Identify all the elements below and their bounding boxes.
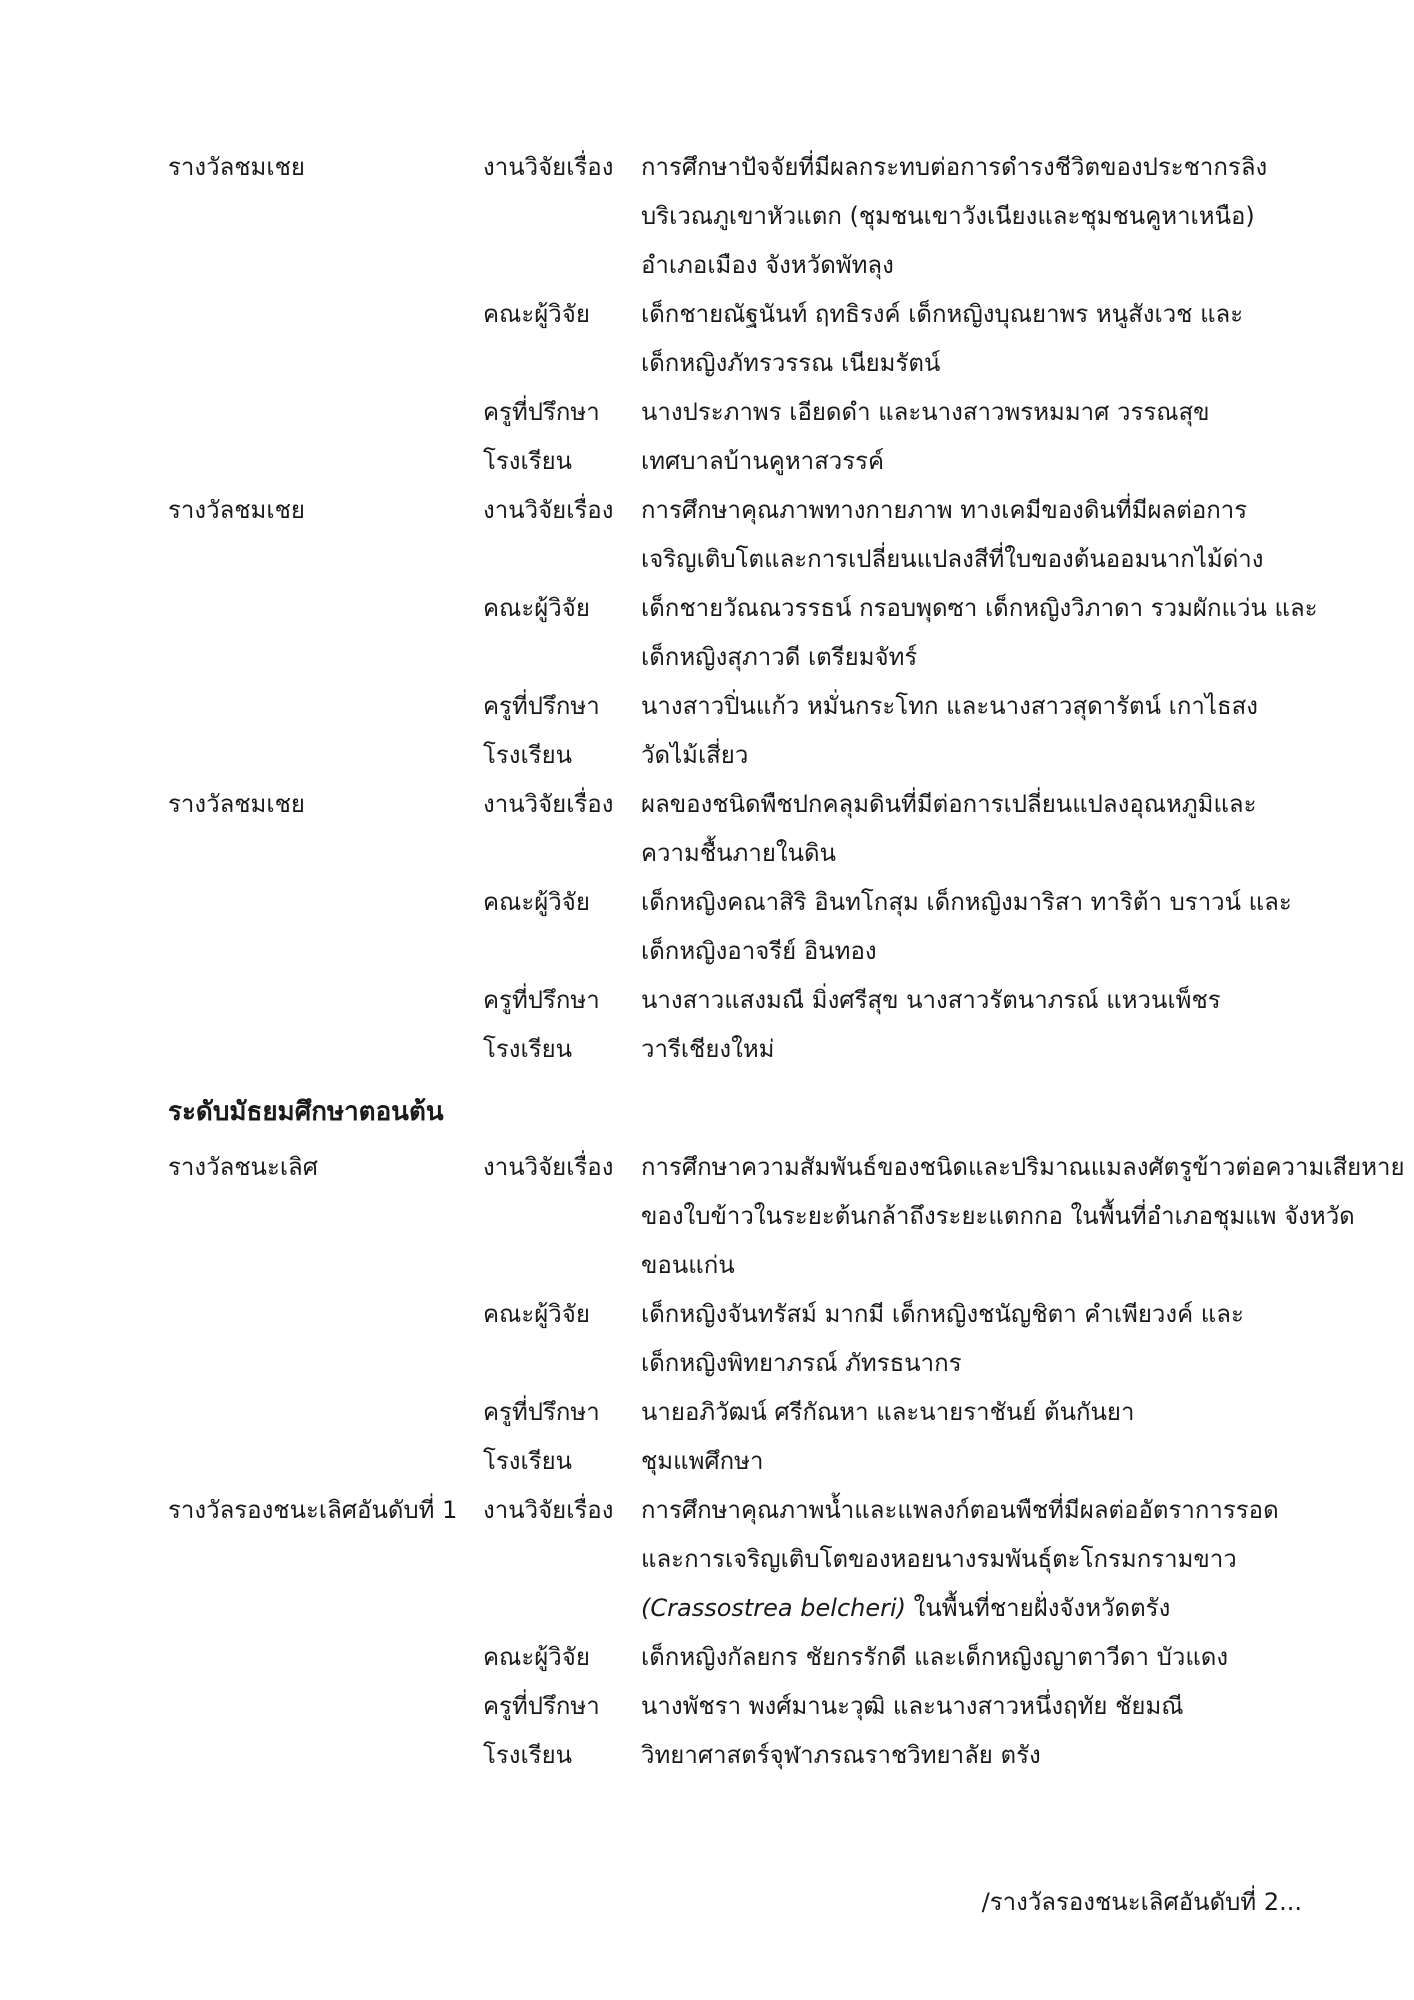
award-name: รางวัลชนะเลิศ <box>168 1153 318 1181</box>
award-entry <box>168 143 1318 486</box>
entry-row <box>168 1437 1318 1486</box>
text-line: วารีเชียงใหม่ <box>641 1035 775 1063</box>
text-line: การศึกษาคุณภาพน้ำและแพลงก์ตอนพืชที่มีผลต่ออัตราการรอด <box>641 1496 1279 1524</box>
text-line: การศึกษาคุณภาพทางกายภาพ ทางเคมีของดินที่มีผลต่อการ <box>641 496 1248 524</box>
field-label: งานวิจัยเรื่อง <box>483 1496 614 1524</box>
entry-row <box>168 1143 1405 1290</box>
text-line: นางพัชรา พงศ์มานะวุฒิ และนางสาวหนึ่งฤทัย ชัยมณี <box>641 1692 1184 1720</box>
text-line: เด็กหญิงกัลยกร ชัยกรรักดี และเด็กหญิงญาตาวีดา บัวแดง <box>641 1643 1229 1671</box>
text-line: การศึกษาความสัมพันธ์ของชนิดและปริมาณแมลงศัตรูข้าวต่อความเสียหาย <box>641 1153 1405 1181</box>
text-fragment: ในพื้นที่ชายฝั่งจังหวัดตรัง <box>906 1594 1171 1622</box>
continuation-note: /รางวัลรองชนะเลิศอันดับที่ 2... <box>981 1888 1302 1916</box>
researchers <box>641 878 1318 976</box>
research-title <box>641 486 1318 584</box>
field-label: ครูที่ปรึกษา <box>483 692 600 720</box>
school <box>641 731 1318 780</box>
advisors <box>641 976 1318 1025</box>
entry-row <box>168 1025 1318 1074</box>
entry-row <box>168 1388 1318 1437</box>
text-line: วิทยาศาสตร์จุฬาภรณราชวิทยาลัย ตรัง <box>641 1741 1041 1769</box>
award-entry <box>168 1143 1405 1486</box>
field-label: คณะผู้วิจัย <box>483 1643 590 1671</box>
text-line: และการเจริญเติบโตของหอยนางรมพันธุ์ตะโกรมกรามขาว <box>641 1545 1237 1573</box>
entry-row <box>168 388 1318 437</box>
text-line: เด็กหญิงจันทรัสม์ มากมี เด็กหญิงชนัญชิตา คำเพียวงค์ และ <box>641 1300 1244 1328</box>
entry-row <box>168 682 1318 731</box>
text-line: ขอนแก่น <box>641 1251 735 1279</box>
text-line: เด็กหญิงพิทยาภรณ์ ภัทรธนากร <box>641 1349 962 1377</box>
text-line: เด็กหญิงคณาสิริ อินทโกสุม เด็กหญิงมาริสา ทาริต้า บราวน์ และ <box>641 888 1292 916</box>
entry-row <box>168 437 1318 486</box>
section-heading: ระดับมัธยมศึกษาตอนต้น <box>168 1097 444 1127</box>
entry-row <box>168 1633 1318 1682</box>
text-line: นายอภิวัฒน์ ศรีกัณหา และนายราชันย์ ต้นกันยา <box>641 1398 1135 1426</box>
school <box>641 1025 1318 1074</box>
field-label: ครูที่ปรึกษา <box>483 398 600 426</box>
field-label: งานวิจัยเรื่อง <box>483 1153 614 1181</box>
entry-row <box>168 1290 1318 1388</box>
award-name: รางวัลชมเชย <box>168 496 305 524</box>
entry-row <box>168 290 1318 388</box>
entry-row <box>168 143 1318 290</box>
text-line: เด็กชายณัฐนันท์ ฤทธิรงค์ เด็กหญิงบุณยาพร หนูสังเวช และ <box>641 300 1244 328</box>
text-line: เด็กชายวัณณวรรธน์ กรอบพุดซา เด็กหญิงวิภาดา รวมผักแว่น และ <box>641 594 1318 622</box>
school <box>641 437 1318 486</box>
text-line: บริเวณภูเขาหัวแตก (ชุมชนเขาวังเนียงและชุมชนคูหาเหนือ) <box>641 202 1255 230</box>
entry-row <box>168 584 1318 682</box>
field-label: โรงเรียน <box>483 741 573 769</box>
field-label: งานวิจัยเรื่อง <box>483 496 614 524</box>
research-title <box>641 1486 1318 1633</box>
entry-row <box>168 878 1318 976</box>
research-title <box>641 780 1318 878</box>
researchers <box>641 1633 1318 1682</box>
field-label: งานวิจัยเรื่อง <box>483 153 614 181</box>
text-line: เด็กหญิงอาจรีย์ อินทอง <box>641 937 877 965</box>
entry-row <box>168 1486 1318 1633</box>
entry-row <box>168 486 1318 584</box>
text-line: เทศบาลบ้านคูหาสวรรค์ <box>641 447 885 475</box>
advisors <box>641 682 1318 731</box>
text-line: ความชื้นภายในดิน <box>641 839 836 867</box>
text-line <box>641 1584 1318 1633</box>
text-line: อำเภอเมือง จังหวัดพัทลุง <box>641 251 894 279</box>
field-label: โรงเรียน <box>483 447 573 475</box>
species-name: (Crassostrea belcheri) <box>641 1594 907 1622</box>
entry-row <box>168 780 1318 878</box>
award-list <box>168 143 1405 1780</box>
text-line: การศึกษาปัจจัยที่มีผลกระทบต่อการดำรงชีวิตของประชากรลิง <box>641 153 1268 181</box>
field-label: คณะผู้วิจัย <box>483 1300 590 1328</box>
researchers <box>641 1290 1318 1388</box>
school <box>641 1437 1318 1486</box>
advisors <box>641 388 1318 437</box>
text-line: นางประภาพร เอียดดำ และนางสาวพรหมมาศ วรรณสุข <box>641 398 1210 426</box>
award-entry <box>168 1486 1318 1780</box>
award-name: รางวัลรองชนะเลิศอันดับที่ 1 <box>168 1496 458 1524</box>
text-line: นางสาวแสงมณี มิ่งศรีสุข นางสาวรัตนาภรณ์ แหวนเพ็ชร <box>641 986 1221 1014</box>
field-label: โรงเรียน <box>483 1035 573 1063</box>
field-label: โรงเรียน <box>483 1741 573 1769</box>
field-label: คณะผู้วิจัย <box>483 888 590 916</box>
school <box>641 1731 1318 1780</box>
text-line: เจริญเติบโตและการเปลี่ยนแปลงสีที่ใบของต้นออมนากไม้ด่าง <box>641 545 1264 573</box>
entry-row <box>168 976 1318 1025</box>
award-entry <box>168 486 1318 780</box>
entry-row <box>168 1731 1318 1780</box>
researchers <box>641 584 1318 682</box>
researchers <box>641 290 1318 388</box>
award-entry <box>168 780 1318 1074</box>
entry-row <box>168 731 1318 780</box>
award-name: รางวัลชมเชย <box>168 790 305 818</box>
entry-row <box>168 1682 1318 1731</box>
text-line: ชุมแพศึกษา <box>641 1447 764 1475</box>
text-line: ของใบข้าวในระยะต้นกล้าถึงระยะแตกกอ ในพื้นที่อำเภอชุมแพ จังหวัด <box>641 1202 1355 1230</box>
field-label: คณะผู้วิจัย <box>483 594 590 622</box>
research-title <box>641 1143 1405 1290</box>
award-name: รางวัลชมเชย <box>168 153 305 181</box>
advisors <box>641 1682 1318 1731</box>
text-line: ผลของชนิดพืชปกคลุมดินที่มีต่อการเปลี่ยนแปลงอุณหภูมิและ <box>641 790 1257 818</box>
text-line: วัดไม้เสี่ยว <box>641 741 749 769</box>
field-label: โรงเรียน <box>483 1447 573 1475</box>
advisors <box>641 1388 1318 1437</box>
research-title <box>641 143 1318 290</box>
field-label: ครูที่ปรึกษา <box>483 1692 600 1720</box>
field-label: ครูที่ปรึกษา <box>483 986 600 1014</box>
field-label: ครูที่ปรึกษา <box>483 1398 600 1426</box>
field-label: คณะผู้วิจัย <box>483 300 590 328</box>
text-line: นางสาวปิ่นแก้ว หมั่นกระโทก และนางสาวสุดารัตน์ เกาไธสง <box>641 692 1258 720</box>
text-line: เด็กหญิงภัทรวรรณ เนียมรัตน์ <box>641 349 941 377</box>
field-label: งานวิจัยเรื่อง <box>483 790 614 818</box>
text-line: เด็กหญิงสุภาวดี เตรียมจัทร์ <box>641 643 918 671</box>
